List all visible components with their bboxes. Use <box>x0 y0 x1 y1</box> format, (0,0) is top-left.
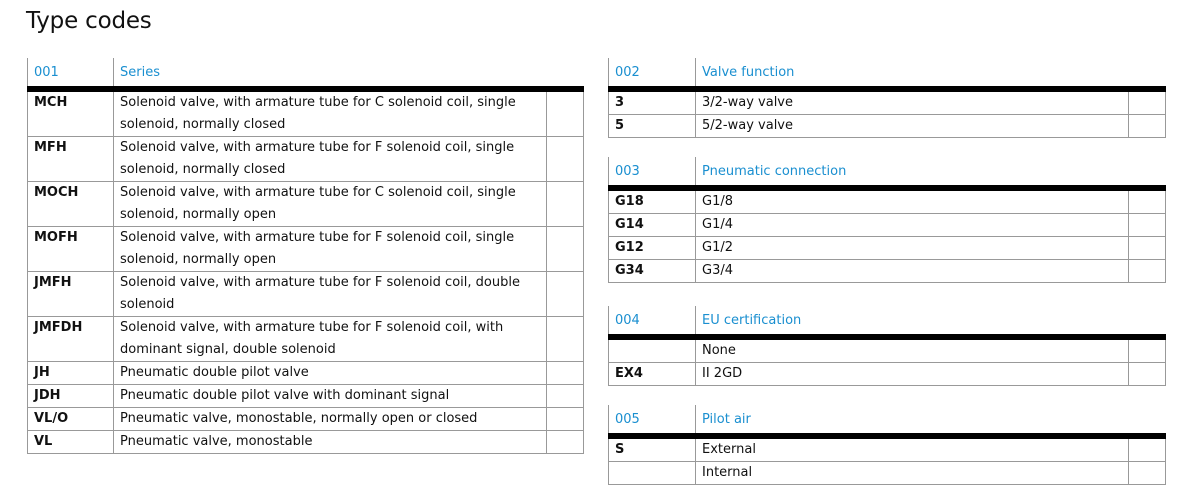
table-header <box>609 58 1166 89</box>
section-heading: Valve function <box>696 58 1129 89</box>
code-cell: JMFH <box>28 272 114 317</box>
table-row <box>28 408 584 431</box>
code-cell: MOFH <box>28 227 114 272</box>
header-spacer <box>1129 306 1166 337</box>
table-row <box>28 385 584 408</box>
header-spacer <box>1129 58 1166 89</box>
header-spacer <box>1129 157 1166 188</box>
code-cell: VL <box>28 431 114 454</box>
description-cell: Internal <box>696 462 1129 485</box>
type-code-table-series <box>27 58 584 454</box>
selection-box <box>1129 188 1166 214</box>
table-row <box>28 89 584 137</box>
description-cell: Pneumatic valve, monostable <box>114 431 547 454</box>
selection-box <box>1129 89 1166 115</box>
table-row <box>609 436 1166 462</box>
description-cell: G3/4 <box>696 260 1129 283</box>
selection-box <box>547 431 584 454</box>
code-cell: JH <box>28 362 114 385</box>
section-code: 002 <box>609 58 696 89</box>
code-cell: G34 <box>609 260 696 283</box>
selection-box <box>1129 363 1166 386</box>
table-row <box>609 237 1166 260</box>
selection-box <box>1129 237 1166 260</box>
table-header <box>609 157 1166 188</box>
table-row <box>609 462 1166 485</box>
selection-box <box>547 137 584 182</box>
selection-box <box>547 227 584 272</box>
selection-box <box>547 272 584 317</box>
description-cell: Solenoid valve, with armature tube for F solenoid coil, single solenoid, normally closed <box>114 137 547 182</box>
code-cell: JDH <box>28 385 114 408</box>
table-row <box>609 115 1166 138</box>
code-cell: MOCH <box>28 182 114 227</box>
table-row <box>28 431 584 454</box>
selection-box <box>1129 462 1166 485</box>
section-heading: Pneumatic connection <box>696 157 1129 188</box>
code-cell: EX4 <box>609 363 696 386</box>
code-cell: 3 <box>609 89 696 115</box>
table-row <box>28 227 584 272</box>
section-code: 001 <box>28 58 114 89</box>
description-cell: G1/2 <box>696 237 1129 260</box>
code-cell <box>609 462 696 485</box>
description-cell: G1/8 <box>696 188 1129 214</box>
table-row <box>28 182 584 227</box>
code-cell: VL/O <box>28 408 114 431</box>
description-cell: Pneumatic double pilot valve <box>114 362 547 385</box>
code-cell: JMFDH <box>28 317 114 362</box>
selection-box <box>547 408 584 431</box>
table-header <box>609 405 1166 436</box>
type-code-table-valve-function <box>608 58 1166 138</box>
selection-box <box>1129 260 1166 283</box>
selection-box <box>547 182 584 227</box>
table-row <box>609 337 1166 363</box>
section-heading: Pilot air <box>696 405 1129 436</box>
description-cell: External <box>696 436 1129 462</box>
table-row <box>609 260 1166 283</box>
table-row <box>609 214 1166 237</box>
table-header <box>609 306 1166 337</box>
code-cell: G18 <box>609 188 696 214</box>
description-cell: 3/2-way valve <box>696 89 1129 115</box>
description-cell: G1/4 <box>696 214 1129 237</box>
section-heading: EU certification <box>696 306 1129 337</box>
code-cell: MFH <box>28 137 114 182</box>
page-title: Type codes <box>26 8 152 34</box>
table-header <box>28 58 584 89</box>
table-row <box>609 363 1166 386</box>
header-spacer <box>1129 405 1166 436</box>
selection-box <box>547 362 584 385</box>
selection-box <box>547 385 584 408</box>
selection-box <box>1129 214 1166 237</box>
code-cell: S <box>609 436 696 462</box>
description-cell: Solenoid valve, with armature tube for F solenoid coil, single solenoid, normally open <box>114 227 547 272</box>
selection-box <box>547 317 584 362</box>
section-code: 004 <box>609 306 696 337</box>
description-cell: Pneumatic valve, monostable, normally open or closed <box>114 408 547 431</box>
selection-box <box>547 89 584 137</box>
description-cell: Solenoid valve, with armature tube for F solenoid coil, double solenoid <box>114 272 547 317</box>
code-cell: G12 <box>609 237 696 260</box>
code-cell: G14 <box>609 214 696 237</box>
table-row <box>28 317 584 362</box>
table-row <box>28 272 584 317</box>
section-heading: Series <box>114 58 547 89</box>
table-row <box>609 188 1166 214</box>
header-spacer <box>547 58 584 89</box>
description-cell: Solenoid valve, with armature tube for F solenoid coil, with dominant signal, double solenoid <box>114 317 547 362</box>
description-cell: Solenoid valve, with armature tube for C solenoid coil, single solenoid, normally open <box>114 182 547 227</box>
selection-box <box>1129 436 1166 462</box>
description-cell: Solenoid valve, with armature tube for C solenoid coil, single solenoid, normally closed <box>114 89 547 137</box>
section-code: 003 <box>609 157 696 188</box>
description-cell: None <box>696 337 1129 363</box>
selection-box <box>1129 115 1166 138</box>
description-cell: II 2GD <box>696 363 1129 386</box>
table-row <box>609 89 1166 115</box>
code-cell: MCH <box>28 89 114 137</box>
selection-box <box>1129 337 1166 363</box>
table-row <box>28 137 584 182</box>
description-cell: 5/2-way valve <box>696 115 1129 138</box>
type-code-table-eu-certification <box>608 306 1166 386</box>
description-cell: Pneumatic double pilot valve with dominant signal <box>114 385 547 408</box>
type-code-table-pilot-air <box>608 405 1166 485</box>
code-cell <box>609 337 696 363</box>
table-row <box>28 362 584 385</box>
section-code: 005 <box>609 405 696 436</box>
type-code-table-pneumatic-connection <box>608 157 1166 283</box>
code-cell: 5 <box>609 115 696 138</box>
